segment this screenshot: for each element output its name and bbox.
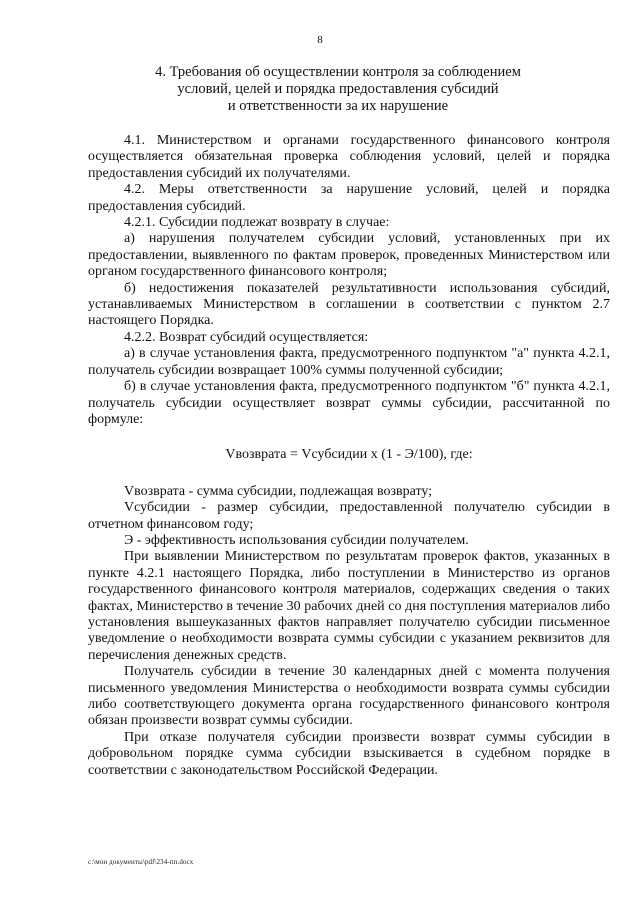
return-formula: Vвозврата = Vсубсидии x (1 - Э/100), где: xyxy=(225,447,473,463)
definition-v-return: Vвозврата - сумма субсидии, подлежащая возврату; xyxy=(124,483,433,499)
document-body xyxy=(88,133,610,779)
paragraph-4-2-1-a: а) нарушения получателем субсидии условий, установленных при их предоставлении, выявленного по фактам проверок, проведенных Министерством или органом государственного финансового контроля; xyxy=(88,231,610,280)
page-number: 8 xyxy=(317,34,323,46)
paragraph-4-2-2-a: а) в случае установления факта, предусмотренного подпунктом "а" пункта 4.2.1, получатель субсидии возвращает 100% суммы полученной субсидии; xyxy=(88,346,610,378)
paragraph-4-2-1-b: б) недостижения показателей результативности использования субсидий, устанавливаемых Министерством в соглашении в соответствии с пунктом 2.7 настоящего Порядка. xyxy=(88,280,610,329)
paragraph-4-2-2: 4.2.2. Возврат субсидий осуществляется: xyxy=(124,329,369,345)
paragraph-4-2-2-b: б) в случае установления факта, предусмотренного подпунктом "б" пункта 4.2.1, получатель субсидии осуществляет возврат суммы субсидии, рассчитанной по формуле: xyxy=(88,379,610,427)
section-heading-line-3: и ответственности за их нарушение xyxy=(227,98,449,114)
paragraph-4-1: 4.1. Министерством и органами государственного финансового контроля осуществляется обязательная проверка соблюдения условий, целей и порядка предоставления субсидий их получателями. xyxy=(88,133,610,181)
definition-efficiency: Э - эффективность использования субсидии получателем. xyxy=(124,532,469,548)
footer-file-path: c:\мои документы\pdf\234-пп.docx xyxy=(88,858,194,866)
paragraph-recipient-return: Получатель субсидии в течение 30 календарных дней с момента получения письменного уведомления Министерства о необходимости возврата суммы субсидии либо соответствующего документа органа государственного финансового контроля обязан произвести возврат суммы субсидии. xyxy=(88,664,610,729)
section-heading xyxy=(88,64,588,115)
section-heading-line-1: 4. Требования об осуществлении контроля за соблюдением xyxy=(155,64,521,80)
definition-v-subsidy: Vсубсидии - размер субсидии, предоставленной получателю субсидии в отчетном финансовом году; xyxy=(88,500,610,532)
paragraph-detection: При выявлении Министерством по результатам проверок фактов, указанных в пункте 4.2.1 настоящего Порядка, либо поступлении в Министерство из органов государственного финансового контроля материалов, содержащих сведения о таких фактах, Министерство в течение 30 рабочих дней со дня поступления материалов либо установления вышеуказанных фактов направляет получателю субсидии письменное уведомление о необходимости возврата суммы субсидии с указанием реквизитов для перечисления денежных средств. xyxy=(88,549,610,663)
section-heading-line-2: условий, целей и порядка предоставления субсидий xyxy=(177,81,499,97)
paragraph-refusal: При отказе получателя субсидии произвести возврат суммы субсидии в добровольном порядке сумма субсидии взыскивается в судебном порядке в соответствии с законодательством Российской Федерации. xyxy=(88,729,610,778)
paragraph-4-2-1: 4.2.1. Субсидии подлежат возврату в случае: xyxy=(124,215,390,231)
paragraph-4-2: 4.2. Меры ответственности за нарушение условий, целей и порядка предоставления субсидий. xyxy=(88,182,610,214)
